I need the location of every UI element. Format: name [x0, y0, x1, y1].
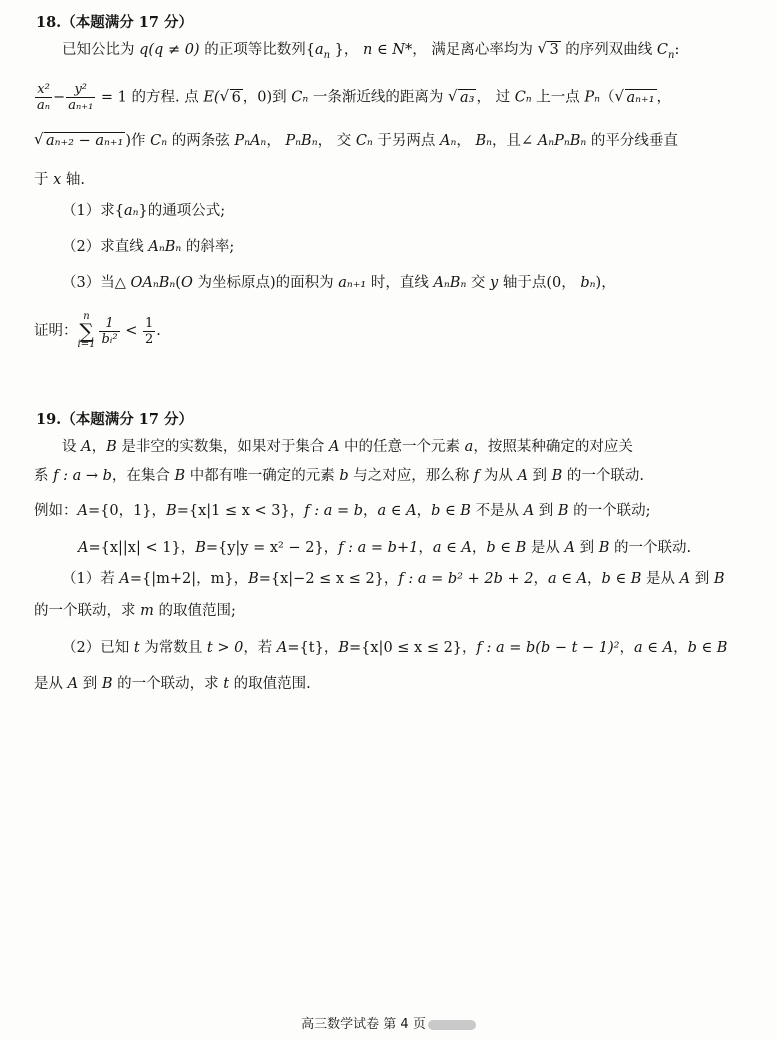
text: ，在集合 — [111, 468, 175, 484]
math: b ∈ B — [431, 503, 471, 519]
text: 是从 — [34, 676, 68, 692]
math: A — [276, 640, 288, 656]
text: }， — [330, 42, 363, 58]
text: ={0，1}， — [87, 503, 167, 519]
sum-upper: n — [83, 311, 90, 322]
q19-heading — [0, 410, 777, 430]
q19-line-4 — [0, 538, 777, 558]
math: b ∈ B — [486, 540, 527, 556]
math: A — [564, 540, 575, 556]
math: A — [679, 571, 691, 587]
q18-line-2: $\frac{\text{x²}}{\text{aₙ}}$ − $\frac{\text{y²}}{\text{aₙ₊₁}}$ = 1 的方程. 点 E(√ 6 ，0)到 Cₙ 一条渐近线的距离为 √ a₃ ， 过 Cₙ 上一点 Pₙ（√ aₙ₊₁ ， — [0, 82, 777, 113]
sum-lower: i=1 — [77, 339, 96, 350]
text: 到 — [690, 571, 714, 587]
text: 中的任意一个元素 — [339, 439, 465, 455]
text: ={x|−2 ≤ x ≤ 2}， — [258, 571, 399, 587]
numerator: 1 — [99, 316, 119, 332]
math: n — [323, 49, 331, 61]
text: 的序列双曲线 — [560, 42, 657, 58]
text: 轴于点(0， — [498, 275, 581, 291]
math: Cₙ — [291, 89, 309, 106]
math: f : a = b² + 2b + 2 — [398, 571, 534, 587]
q18-line-3 — [0, 131, 777, 151]
text: （1）求{ — [62, 203, 124, 219]
text: ， — [91, 439, 107, 455]
math: B — [106, 439, 117, 455]
math: a ∈ A — [547, 571, 588, 587]
text: 轴. — [61, 172, 86, 188]
math: q(q ≠ 0) — [139, 42, 200, 58]
text: 的两条弦 — [167, 133, 235, 149]
radicand: aₙ₊₁ — [626, 89, 655, 106]
text: ， — [363, 503, 378, 519]
math: B — [166, 503, 177, 519]
q19-line-2 — [0, 466, 777, 486]
sqrt-6 — [221, 88, 243, 108]
math: Pₙ — [584, 89, 601, 106]
math: B — [713, 571, 725, 587]
summation — [78, 312, 96, 350]
text: )， — [595, 275, 616, 291]
math: m — [140, 603, 154, 619]
text: 为从 — [479, 468, 518, 484]
fraction-1-bi2 — [99, 316, 119, 347]
numerator: 1 — [144, 315, 154, 331]
text: 时，直线 — [366, 275, 434, 291]
math: b — [339, 468, 349, 484]
text: ={|m+2|，m}， — [129, 571, 249, 587]
math: f : a → b — [53, 468, 112, 484]
q18-line-4 — [0, 170, 777, 190]
math: AₙPₙBₙ — [537, 133, 587, 149]
math: AₙBₙ — [433, 275, 467, 291]
q19-part-2-cont — [0, 674, 777, 694]
text: ={x||x| < 1}， — [88, 540, 196, 556]
text: ， — [587, 571, 602, 587]
page-footer — [0, 1013, 777, 1032]
math: A — [119, 571, 130, 587]
math: B — [195, 540, 206, 556]
math: x — [53, 172, 62, 188]
sqrt-3 — [538, 40, 560, 60]
text: 已知公比为 — [62, 42, 140, 58]
text: 到 — [78, 676, 102, 692]
denominator: bᵢ² — [101, 331, 118, 347]
math: O — [180, 275, 193, 291]
text: 的一个联动. — [609, 540, 692, 556]
text: 设 — [62, 439, 82, 455]
text: 的一个联动. — [562, 468, 645, 484]
sqrt-an2-an1 — [35, 131, 125, 151]
math: t — [223, 676, 230, 692]
text: ， 过 — [476, 89, 515, 106]
text: 证明： — [34, 323, 78, 339]
numerator: x² — [35, 82, 52, 98]
q19-heading-text: 19.（本题满分 17 分） — [36, 411, 194, 428]
math: B — [101, 676, 113, 692]
text: . — [156, 323, 161, 339]
text: = 1 的方程. 点 — [96, 89, 204, 106]
radicand: 6 — [231, 89, 241, 106]
text: ，按照某种确定的对应关 — [473, 439, 633, 455]
q19-part-1 — [0, 569, 777, 589]
text: 为坐标原点)的面积为 — [192, 275, 339, 291]
q18-part-1 — [0, 201, 777, 221]
radicand: 3 — [549, 42, 559, 58]
text: 不是从 — [470, 503, 524, 519]
text: ， — [656, 89, 672, 106]
math: y — [490, 275, 499, 291]
radicand: a₃ — [460, 89, 475, 106]
math: AₙBₙ — [148, 239, 182, 255]
text: 是从 — [526, 540, 565, 556]
text: 的斜率; — [181, 239, 235, 255]
text: ( — [175, 275, 181, 291]
text: 例如： — [34, 503, 78, 519]
text: 到 — [575, 540, 599, 556]
text: 到 — [534, 503, 558, 519]
math: f : a = b — [304, 503, 363, 519]
math: A — [67, 676, 79, 692]
text: )作 — [125, 133, 151, 149]
text: < — [120, 323, 142, 339]
math: B — [174, 468, 186, 484]
q18-part-2 — [0, 237, 777, 257]
text: 的一个联动; — [568, 503, 651, 519]
q18-heading-text: 18.（本题满分 17 分） — [36, 14, 194, 31]
text: 于 — [34, 172, 54, 188]
math: a ∈ A — [634, 640, 674, 656]
text: 到 — [527, 468, 552, 484]
math: Bₙ — [475, 133, 493, 149]
text: ，0)到 — [242, 89, 292, 106]
denominator: aₙ₊₁ — [68, 98, 94, 113]
radicand: aₙ₊₂ − aₙ₊₁ — [46, 133, 124, 149]
text: 系 — [34, 468, 54, 484]
math: bₙ — [580, 275, 596, 291]
math: b ∈ B — [687, 640, 728, 656]
math: f : a = b+1 — [338, 540, 419, 556]
text: ={t}， — [287, 640, 339, 656]
text: ={y|y = x² − 2}， — [205, 540, 339, 556]
text: ， 交 — [317, 133, 356, 149]
q19-line-1 — [0, 437, 777, 457]
math: A — [81, 439, 92, 455]
math: OAₙBₙ — [130, 275, 176, 291]
math: A — [77, 503, 88, 519]
math: Aₙ — [440, 133, 457, 149]
text: 上一点 — [531, 89, 585, 106]
math: Cₙ — [514, 89, 532, 106]
math: Cₙ — [355, 133, 373, 149]
fraction-1-2 — [143, 316, 155, 347]
text: （2）已知 — [62, 640, 134, 656]
sigma-symbol: ∑ — [79, 319, 94, 343]
q18-line-1 — [0, 40, 777, 60]
text: 的正项等比数列{ — [199, 42, 315, 58]
text: }的通项公式; — [138, 203, 226, 219]
math: aₙ₊₁ — [338, 275, 367, 291]
text: ， — [418, 540, 433, 556]
math: C — [656, 42, 669, 58]
math: B — [598, 540, 610, 556]
text: 是非空的实数集，如果对于集合 — [116, 439, 329, 455]
text: ，且∠ — [492, 133, 538, 149]
math: f — [473, 468, 480, 484]
math: A — [517, 468, 528, 484]
text: ={x|1 ≤ x < 3}， — [176, 503, 305, 519]
math: a — [464, 439, 474, 455]
math: b ∈ B — [601, 571, 642, 587]
text: 为常数且 — [139, 640, 207, 656]
text: （ — [600, 89, 615, 106]
text: 于另两点 — [372, 133, 441, 149]
text: 交 — [466, 275, 491, 291]
text: ， — [471, 540, 487, 556]
denominator: aₙ — [37, 98, 51, 113]
q18-proof-line — [0, 312, 777, 350]
math: a ∈ A — [432, 540, 472, 556]
text: （1）若 — [62, 571, 120, 587]
fraction-y2-an1 — [66, 82, 95, 113]
text: 的一个联动，求 — [112, 676, 224, 692]
q19-part-1-cont — [0, 601, 777, 621]
math: PₙAₙ — [234, 133, 267, 149]
fraction-x2-an — [35, 82, 52, 113]
math: aₙ — [123, 203, 139, 219]
math: A — [523, 503, 535, 519]
math: n — [668, 49, 675, 61]
math: t > 0 — [206, 640, 244, 656]
text: 与之对应，那么称 — [348, 468, 474, 484]
text: 的平分线垂直 — [586, 133, 678, 149]
scan-smudge — [428, 1020, 476, 1030]
text: 一条渐近线的距离为 — [308, 89, 448, 106]
text: （3）当△ — [62, 275, 131, 291]
text: ， 满足离心率均为 — [412, 42, 538, 58]
text: 的取值范围. — [229, 676, 311, 692]
text: ， — [673, 640, 688, 656]
math: PₙBₙ — [285, 133, 318, 149]
numerator: y² — [66, 82, 95, 98]
math: f : a = b(b − t − 1)² — [476, 640, 620, 656]
text: （2）求直线 — [62, 239, 149, 255]
text: ， — [456, 133, 476, 149]
text: : — [674, 42, 680, 58]
text: 的取值范围; — [153, 603, 236, 619]
text: ， — [416, 503, 432, 519]
math: n ∈ N* — [363, 42, 413, 58]
text: ， — [533, 571, 548, 587]
text: ， — [266, 133, 286, 149]
math: B — [248, 571, 259, 587]
math: A — [78, 540, 89, 556]
sqrt-a3 — [449, 88, 476, 108]
text: 的一个联动，求 — [34, 603, 141, 619]
math: a — [314, 42, 324, 58]
denominator: 2 — [144, 331, 154, 347]
math: t — [133, 640, 140, 656]
footer-text: 高三数学试卷 第 4 页 — [301, 1017, 426, 1032]
math: B — [551, 468, 563, 484]
math: B — [557, 503, 569, 519]
text: ， — [619, 640, 634, 656]
math: E( — [203, 89, 220, 106]
q19-part-2 — [0, 638, 777, 658]
q18-heading — [0, 13, 777, 33]
q19-line-3 — [0, 501, 777, 521]
text: 中都有唯一确定的元素 — [185, 468, 340, 484]
math: B — [338, 640, 349, 656]
math: A — [328, 439, 340, 455]
text: 是从 — [641, 571, 680, 587]
math: Cₙ — [150, 133, 168, 149]
q18-part-3 — [0, 273, 777, 293]
text: ={x|0 ≤ x ≤ 2}， — [349, 640, 477, 656]
sqrt-an1 — [616, 88, 657, 108]
math: a ∈ A — [377, 503, 417, 519]
text: ，若 — [243, 640, 277, 656]
